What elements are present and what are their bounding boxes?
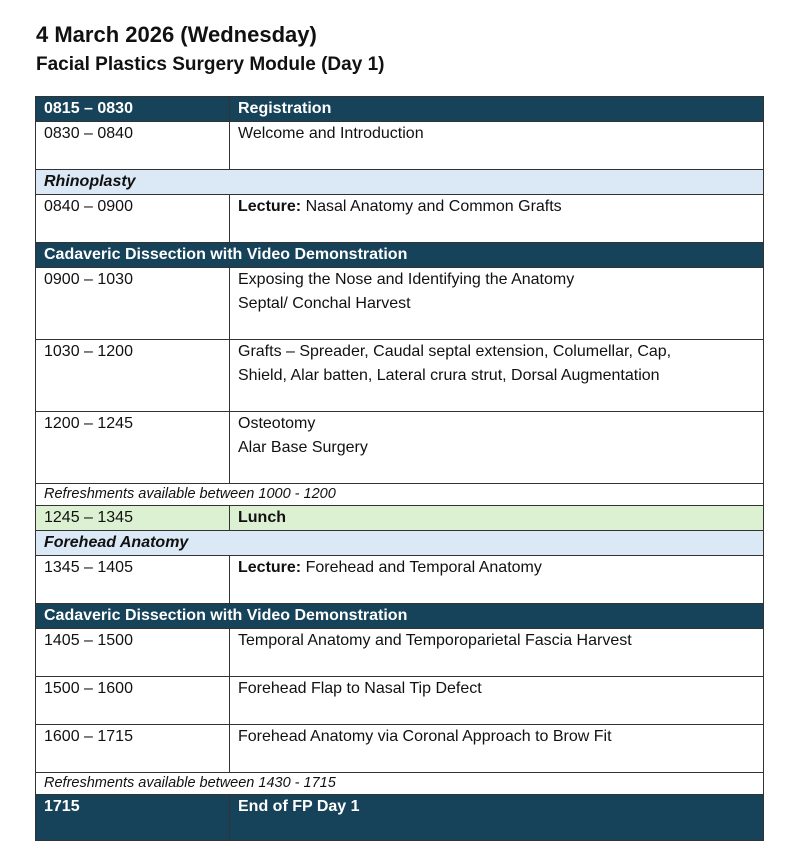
activity-text: Forehead and Temporal Anatomy xyxy=(301,559,542,576)
section-row xyxy=(36,170,764,195)
page-title: 4 March 2026 (Wednesday) xyxy=(36,22,317,47)
note-row xyxy=(36,773,764,795)
activity-cell xyxy=(230,556,764,604)
table-row xyxy=(36,629,764,677)
activity-cell: Welcome and Introduction xyxy=(230,122,764,170)
section-header: Cadaveric Dissection with Video Demonstration xyxy=(36,604,764,629)
activity-line: Grafts – Spreader, Caudal septal extension, Columellar, Cap, xyxy=(238,343,672,360)
refreshments-note: Refreshments available between 1000 - 1200 xyxy=(36,484,764,506)
table-row xyxy=(36,556,764,604)
schedule-table xyxy=(35,96,764,841)
time-cell: 1345 – 1405 xyxy=(36,556,230,604)
time-cell: 0815 – 0830 xyxy=(36,97,230,122)
table-row xyxy=(36,268,764,340)
activity-line: Shield, Alar batten, Lateral crura strut, Dorsal Augmentation xyxy=(238,367,660,384)
time-cell: 1715 xyxy=(36,795,230,841)
time-cell: 0840 – 0900 xyxy=(36,195,230,243)
activity-cell xyxy=(230,340,764,412)
refreshments-note: Refreshments available between 1430 - 1715 xyxy=(36,773,764,795)
section-header-row xyxy=(36,604,764,629)
time-cell: 1600 – 1715 xyxy=(36,725,230,773)
activity-cell: Forehead Anatomy via Coronal Approach to Brow Fit xyxy=(230,725,764,773)
time-cell: 1030 – 1200 xyxy=(36,340,230,412)
section-header-row xyxy=(36,243,764,268)
page-subtitle: Facial Plastics Surgery Module (Day 1) xyxy=(36,54,385,75)
time-cell: 1200 – 1245 xyxy=(36,412,230,484)
note-row xyxy=(36,484,764,506)
table-row xyxy=(36,195,764,243)
activity-line: Exposing the Nose and Identifying the Anatomy xyxy=(238,271,575,288)
activity-cell xyxy=(230,412,764,484)
table-row xyxy=(36,506,764,531)
activity-line: Osteotomy xyxy=(238,415,316,432)
table-row xyxy=(36,122,764,170)
time-cell: 1245 – 1345 xyxy=(36,506,230,531)
activity-line: Septal/ Conchal Harvest xyxy=(238,295,411,312)
activity-cell: End of FP Day 1 xyxy=(230,795,764,841)
time-cell: 1500 – 1600 xyxy=(36,677,230,725)
activity-text: Nasal Anatomy and Common Grafts xyxy=(301,198,562,215)
table-row xyxy=(36,725,764,773)
activity-line: Alar Base Surgery xyxy=(238,439,368,456)
time-cell: 0900 – 1030 xyxy=(36,268,230,340)
time-cell: 1405 – 1500 xyxy=(36,629,230,677)
table-row xyxy=(36,677,764,725)
table-row xyxy=(36,97,764,122)
table-row xyxy=(36,340,764,412)
activity-cell xyxy=(230,268,764,340)
table-row xyxy=(36,795,764,841)
lecture-label: Lecture: xyxy=(238,198,302,215)
activity-cell: Forehead Flap to Nasal Tip Defect xyxy=(230,677,764,725)
lecture-label: Lecture: xyxy=(238,559,302,576)
activity-cell: Temporal Anatomy and Temporoparietal Fascia Harvest xyxy=(230,629,764,677)
section-label: Forehead Anatomy xyxy=(36,531,764,556)
section-label: Rhinoplasty xyxy=(36,170,764,195)
section-row xyxy=(36,531,764,556)
activity-cell: Registration xyxy=(230,97,764,122)
time-cell: 0830 – 0840 xyxy=(36,122,230,170)
activity-cell xyxy=(230,195,764,243)
section-header: Cadaveric Dissection with Video Demonstration xyxy=(36,243,764,268)
table-row xyxy=(36,412,764,484)
activity-cell: Lunch xyxy=(230,506,764,531)
